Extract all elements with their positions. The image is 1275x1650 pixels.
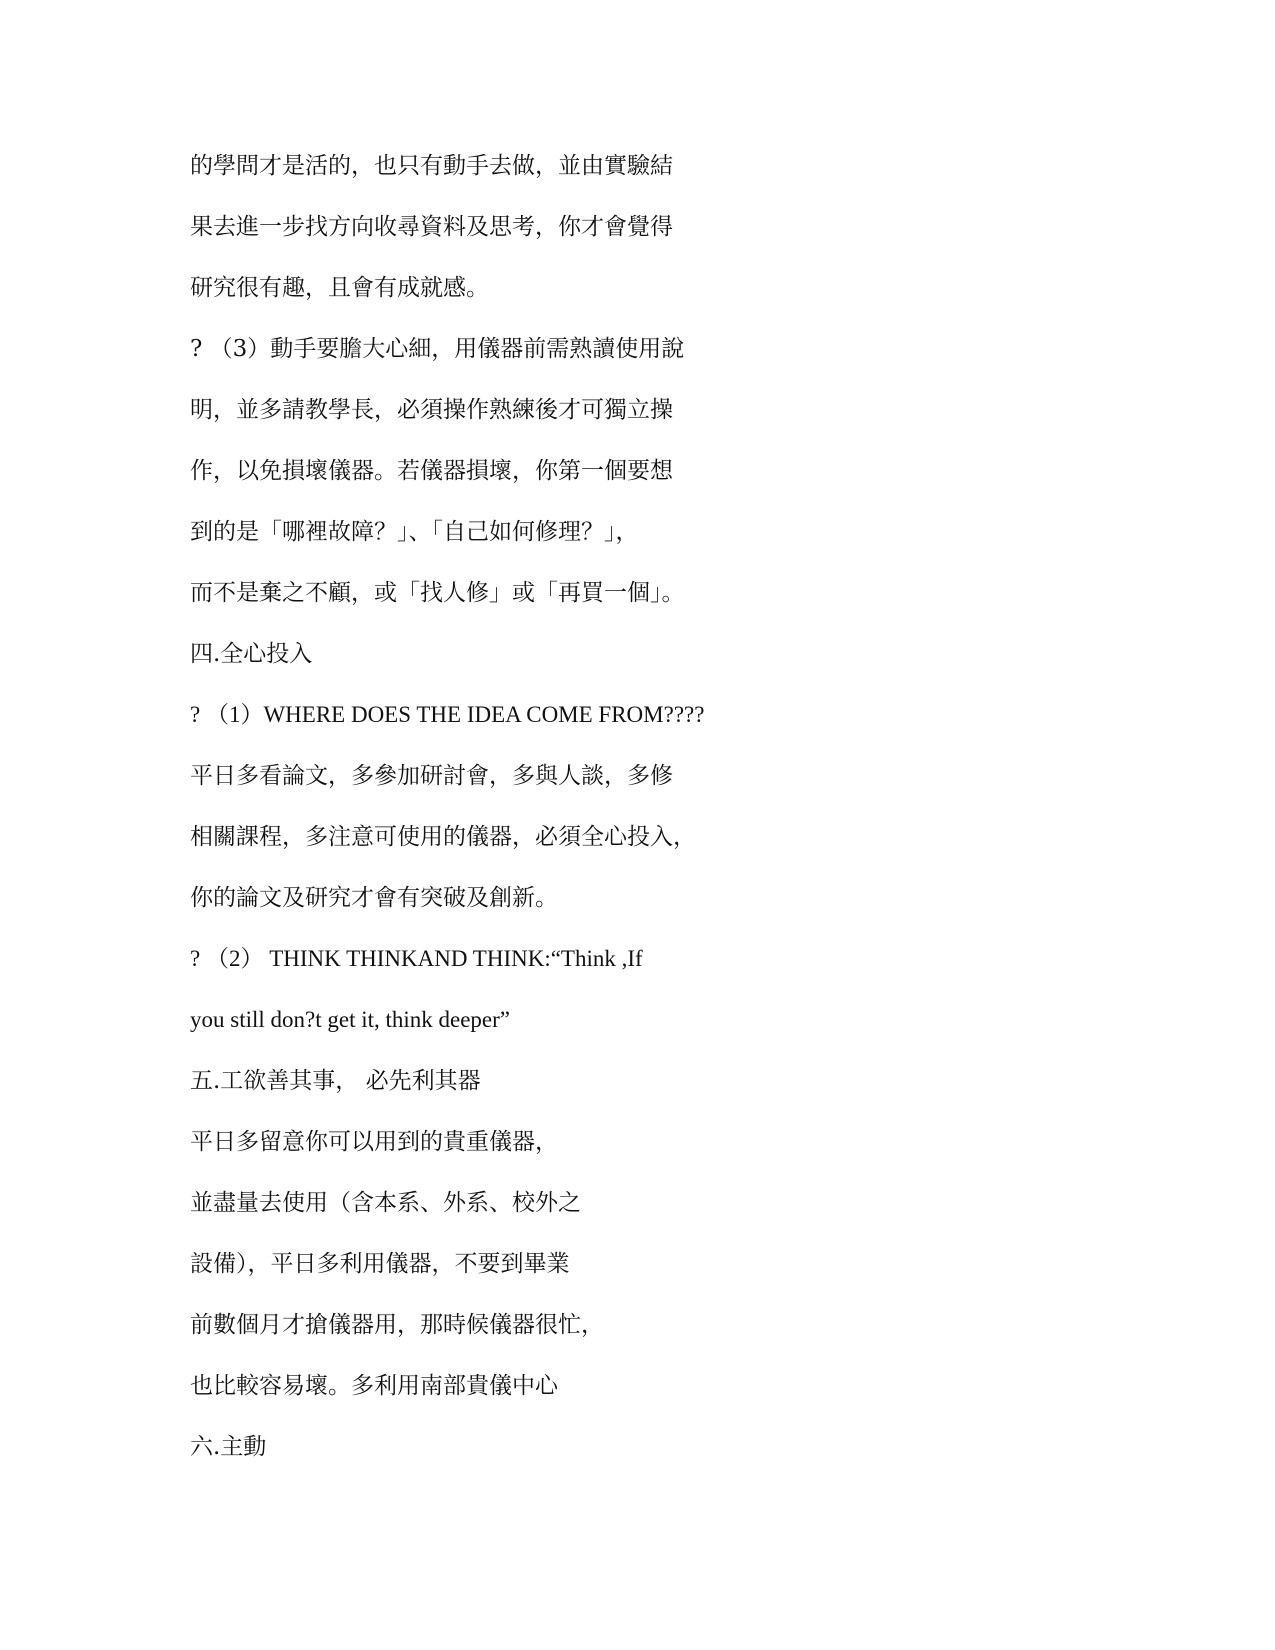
list-item-1: ? （1）WHERE DOES THE IDEA COME FROM???? <box>190 702 705 727</box>
text-line: 果去進一步找方向收尋資料及思考，你才會覺得 <box>190 214 673 240</box>
text-line: 前數個月才搶儀器用，那時候儀器很忙， <box>190 1312 604 1338</box>
text-line: 的學問才是活的，也只有動手去做，並由實驗結 <box>190 153 673 179</box>
text-line: 你的論文及研究才會有突破及創新。 <box>190 885 558 911</box>
text-line: 平日多留意你可以用到的貴重儀器， <box>190 1129 558 1155</box>
list-item-3: ? （3）動手要膽大心細，用儀器前需熟讀使用說 <box>190 336 685 362</box>
text-line: 並盡量去使用（含本系、外系、校外之 <box>190 1190 581 1216</box>
text-line: 作，以免損壞儀器。若儀器損壞，你第一個要想 <box>190 458 673 484</box>
section-heading-4: 四.全心投入 <box>190 641 313 667</box>
section-heading-6: 六.主動 <box>190 1434 267 1460</box>
list-item-2: ? （2） THINK THINKAND THINK:“Think ,If <box>190 946 643 971</box>
quote-line: you still don?t get it, think deeper” <box>190 1007 511 1032</box>
text-line: 也比較容易壞。多利用南部貴儀中心 <box>190 1373 558 1399</box>
text-line: 平日多看論文，多參加研討會，多與人談，多修 <box>190 763 673 789</box>
text-line: 而不是棄之不顧，或「找人修」或「再買一個」。 <box>190 580 685 606</box>
document-body <box>190 144 810 1486</box>
text-line: 研究很有趣，且會有成就感。 <box>190 275 489 301</box>
text-line: 到的是「哪裡故障？」、「自己如何修理？」， <box>190 519 639 545</box>
section-heading-5: 五.工欲善其事， 必先利其器 <box>190 1068 481 1094</box>
text-line: 設備），平日多利用儀器，不要到畢業 <box>190 1251 570 1277</box>
text-line: 明，並多請教學長，必須操作熟練後才可獨立操 <box>190 397 673 423</box>
text-line: 相關課程，多注意可使用的儀器，必須全心投入， <box>190 824 696 850</box>
